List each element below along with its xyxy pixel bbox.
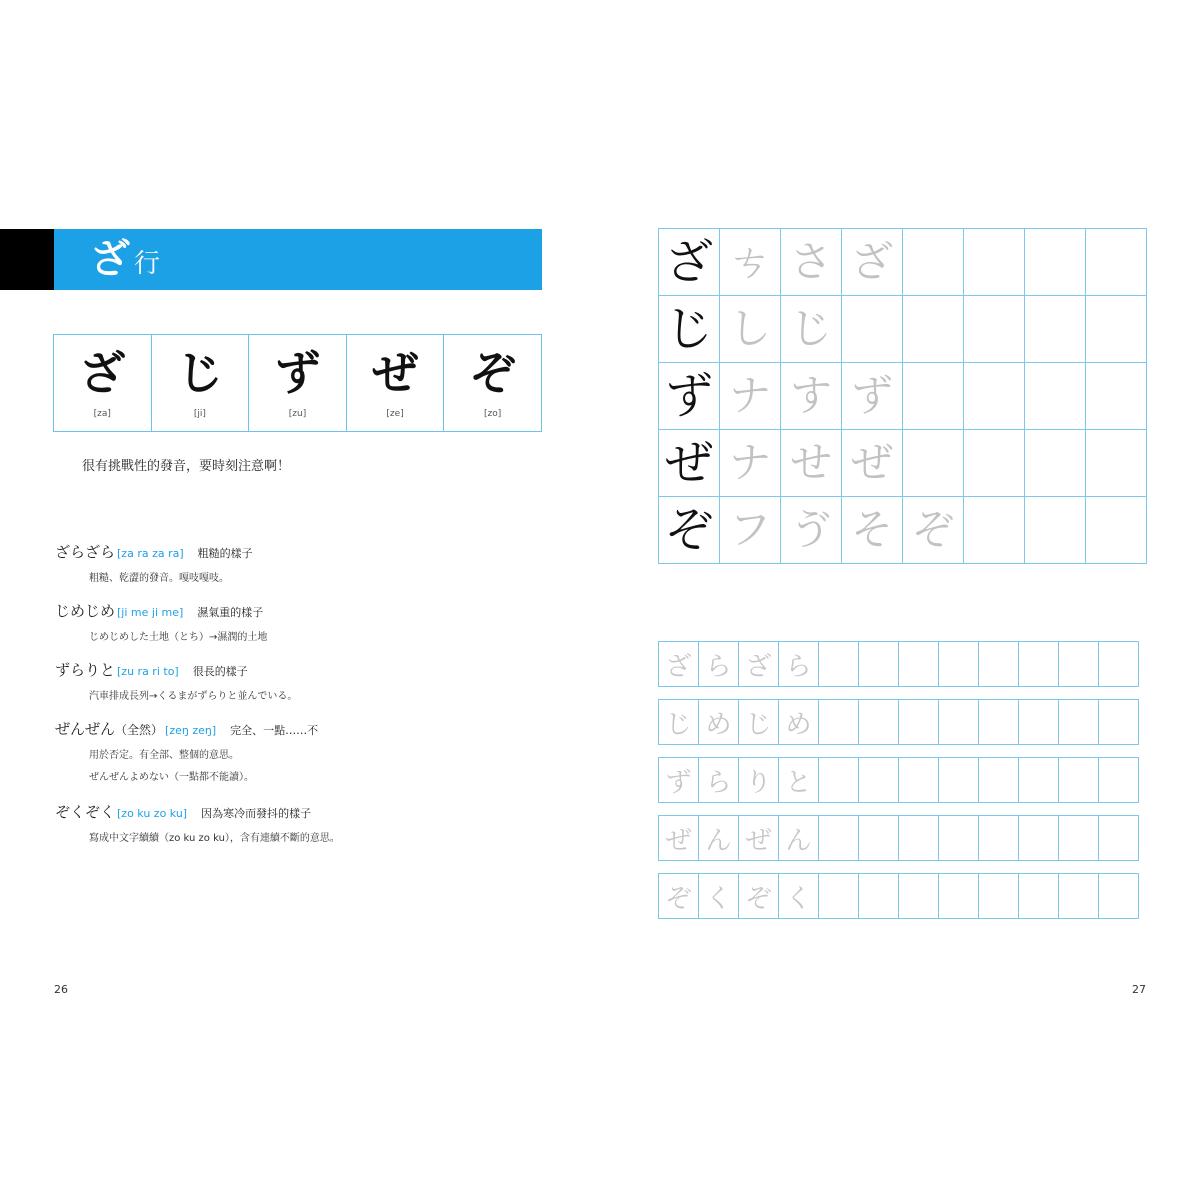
practice-cell[interactable]	[903, 229, 964, 296]
trace-char: ぜ	[659, 816, 699, 861]
vocab-word: じめじめ	[55, 602, 116, 620]
vocab-heading	[55, 659, 575, 680]
word-practice-row	[658, 815, 1139, 861]
vocab-meaning: 因為寒冷而發抖的樣子	[201, 807, 312, 820]
kana-char: じ	[176, 346, 223, 400]
trace-stroke: す	[781, 363, 842, 430]
trace-char: め	[779, 700, 819, 745]
practice-cell[interactable]	[819, 758, 859, 803]
practice-cell[interactable]	[1019, 816, 1059, 861]
trace-stroke: ざ	[842, 229, 903, 296]
trace-stroke: ゔ	[781, 497, 842, 564]
word-practice-row	[658, 641, 1139, 687]
model-char: ぞ	[659, 497, 720, 564]
trace-stroke: ナ	[720, 430, 781, 497]
stroke-row-ji	[659, 296, 1147, 363]
practice-cell[interactable]	[899, 758, 939, 803]
practice-cell[interactable]	[899, 700, 939, 745]
trace-stroke: ㄘ	[720, 229, 781, 296]
word-practice-row	[658, 757, 1139, 803]
trace-char: く	[699, 874, 739, 919]
practice-cell[interactable]	[939, 758, 979, 803]
practice-cell[interactable]	[979, 874, 1019, 919]
kana-char: ぞ	[469, 346, 516, 400]
practice-cell[interactable]	[979, 642, 1019, 687]
trace-stroke: フ	[720, 497, 781, 564]
section-title-kana: ざ	[90, 236, 130, 282]
model-char: じ	[659, 296, 720, 363]
practice-cell[interactable]	[979, 758, 1019, 803]
vocab-example: ぜんぜんよめない（一點都不能讀）。	[89, 772, 254, 783]
practice-cell[interactable]	[1025, 296, 1086, 363]
trace-stroke: そ	[842, 497, 903, 564]
kana-romaji: [ze]	[386, 409, 404, 419]
stroke-row-za	[659, 229, 1147, 296]
trace-char: り	[739, 758, 779, 803]
kana-card-ji	[152, 335, 250, 431]
practice-cell[interactable]	[1019, 874, 1059, 919]
vocab-romaji: [ji me ji me]	[117, 606, 184, 619]
kana-char: ざ	[79, 346, 126, 400]
practice-cell[interactable]	[1019, 642, 1059, 687]
model-char: ざ	[659, 229, 720, 296]
kana-card-ze	[347, 335, 445, 431]
practice-cell[interactable]	[819, 874, 859, 919]
practice-cell[interactable]	[964, 296, 1025, 363]
vocab-heading	[55, 801, 575, 822]
practice-cell[interactable]	[899, 816, 939, 861]
practice-cell[interactable]	[1025, 430, 1086, 497]
trace-char: ぞ	[659, 874, 699, 919]
pronunciation-note: 很有挑戰性的發音，要時刻注意啊！	[82, 459, 291, 474]
trace-stroke: ず	[842, 363, 903, 430]
right-page	[600, 0, 1200, 1200]
trace-char: じ	[659, 700, 699, 745]
vocab-entry	[55, 659, 575, 702]
trace-char: ん	[779, 816, 819, 861]
practice-cell[interactable]	[979, 700, 1019, 745]
kana-cards	[53, 334, 542, 432]
practice-cell[interactable]	[939, 816, 979, 861]
stroke-order-grid	[658, 228, 1147, 564]
vocab-heading	[55, 718, 575, 739]
vocab-meaning: 很長的樣子	[192, 665, 248, 678]
section-title-suffix: 行	[134, 249, 161, 279]
kana-romaji: [ji]	[193, 409, 206, 419]
practice-cell[interactable]	[1025, 363, 1086, 430]
practice-cell[interactable]	[1086, 363, 1147, 430]
vocab-example: 寫成中文字續續（zo ku zo ku），含有連續不斷的意思。	[89, 833, 340, 844]
practice-cell[interactable]	[1059, 642, 1099, 687]
practice-cell[interactable]	[964, 229, 1025, 296]
practice-cell[interactable]	[1099, 700, 1139, 745]
vocab-meaning: 完全、一點……不	[230, 724, 319, 737]
practice-cell[interactable]	[1099, 874, 1139, 919]
practice-cell[interactable]	[903, 363, 964, 430]
practice-cell[interactable]	[819, 642, 859, 687]
page-number-right: 27	[1132, 983, 1146, 996]
word-practice-row	[658, 699, 1139, 745]
practice-cell[interactable]	[899, 874, 939, 919]
trace-char: め	[699, 700, 739, 745]
practice-cell[interactable]	[1099, 758, 1139, 803]
practice-cell[interactable]	[1019, 758, 1059, 803]
word-practice-row	[658, 873, 1139, 919]
trace-stroke: ナ	[720, 363, 781, 430]
vocab-romaji: [zo ku zo ku]	[117, 807, 188, 820]
model-char: ず	[659, 363, 720, 430]
vocab-entry	[55, 600, 575, 643]
kana-char: ぜ	[372, 346, 419, 400]
practice-cell[interactable]	[842, 296, 903, 363]
vocab-meaning: 濕氣重的樣子	[197, 606, 264, 619]
trace-char: ん	[699, 816, 739, 861]
practice-cell[interactable]	[1086, 296, 1147, 363]
practice-cell[interactable]	[1086, 229, 1147, 296]
vocab-entry	[55, 718, 575, 783]
vocab-heading	[55, 600, 575, 621]
practice-cell[interactable]	[899, 642, 939, 687]
vocab-example: 汽車排成長列→くるまがずらりと並んでいる。	[89, 691, 298, 702]
page-number-left: 26	[54, 983, 68, 996]
vocab-entry	[55, 541, 575, 584]
header-black-tab	[0, 229, 54, 290]
practice-cell[interactable]	[1059, 758, 1099, 803]
vocab-romaji: [zu ra ri to]	[117, 665, 179, 678]
kana-romaji: [zo]	[484, 409, 502, 419]
vocab-word: ぜんぜん	[55, 720, 116, 738]
practice-cell[interactable]	[964, 363, 1025, 430]
trace-char: と	[779, 758, 819, 803]
kana-card-zu	[249, 335, 347, 431]
vocab-example: 粗糙、乾澀的發音。嘎吱嘎吱。	[89, 573, 229, 584]
vocab-meaning: 粗糙的樣子	[197, 547, 253, 560]
stroke-row-ze	[659, 430, 1147, 497]
practice-cell[interactable]	[1059, 874, 1099, 919]
practice-cell[interactable]	[1025, 497, 1086, 564]
trace-char: ざ	[659, 642, 699, 687]
vocab-romaji: [za ra za ra]	[117, 547, 184, 560]
vocab-word: ぞくぞく	[55, 803, 116, 821]
practice-cell[interactable]	[859, 874, 899, 919]
practice-cell[interactable]	[819, 700, 859, 745]
practice-cell[interactable]	[859, 700, 899, 745]
practice-cell[interactable]	[1086, 497, 1147, 564]
trace-stroke: せ	[781, 430, 842, 497]
trace-char: ら	[699, 758, 739, 803]
model-char: ぜ	[659, 430, 720, 497]
practice-cell[interactable]	[859, 642, 899, 687]
practice-cell[interactable]	[903, 430, 964, 497]
practice-cell[interactable]	[964, 497, 1025, 564]
trace-stroke: し	[720, 296, 781, 363]
vocab-word: ずらりと	[55, 661, 116, 679]
trace-char: ら	[699, 642, 739, 687]
vocab-example: 用於否定。有全部、整個的意思。	[89, 750, 239, 761]
trace-char: ぞ	[739, 874, 779, 919]
trace-char: ら	[779, 642, 819, 687]
kana-card-za	[54, 335, 152, 431]
practice-cell[interactable]	[1099, 642, 1139, 687]
vocab-example: じめじめした土地（とち）→濕潤的土地	[89, 632, 268, 643]
practice-cell[interactable]	[819, 816, 859, 861]
trace-char: ぜ	[739, 816, 779, 861]
practice-cell[interactable]	[1086, 430, 1147, 497]
trace-stroke: ぞ	[903, 497, 964, 564]
vocab-heading	[55, 541, 575, 562]
trace-stroke: じ	[781, 296, 842, 363]
vocab-romaji: [zeŋ zeŋ]	[165, 724, 217, 737]
stroke-row-zo	[659, 497, 1147, 564]
practice-cell[interactable]	[939, 642, 979, 687]
kana-romaji: [za]	[93, 409, 111, 419]
vocab-kanji: （全然）	[115, 723, 164, 737]
practice-cell[interactable]	[1019, 700, 1059, 745]
kana-char: ず	[274, 346, 321, 400]
trace-char: じ	[739, 700, 779, 745]
practice-cell[interactable]	[859, 816, 899, 861]
practice-cell[interactable]	[903, 296, 964, 363]
practice-cell[interactable]	[1099, 816, 1139, 861]
kana-romaji: [zu]	[288, 409, 307, 419]
vocab-word: ざらざら	[55, 543, 116, 561]
trace-stroke: ぜ	[842, 430, 903, 497]
practice-cell[interactable]	[1059, 816, 1099, 861]
trace-stroke: さ	[781, 229, 842, 296]
practice-cell[interactable]	[859, 758, 899, 803]
practice-cell[interactable]	[979, 816, 1019, 861]
trace-char: ず	[659, 758, 699, 803]
kana-card-zo	[444, 335, 541, 431]
trace-char: く	[779, 874, 819, 919]
practice-cell[interactable]	[939, 874, 979, 919]
trace-char: ざ	[739, 642, 779, 687]
stroke-row-zu	[659, 363, 1147, 430]
practice-cell[interactable]	[939, 700, 979, 745]
practice-cell[interactable]	[1025, 229, 1086, 296]
practice-cell[interactable]	[1059, 700, 1099, 745]
vocab-entry	[55, 801, 575, 844]
practice-cell[interactable]	[964, 430, 1025, 497]
section-header	[54, 229, 542, 290]
